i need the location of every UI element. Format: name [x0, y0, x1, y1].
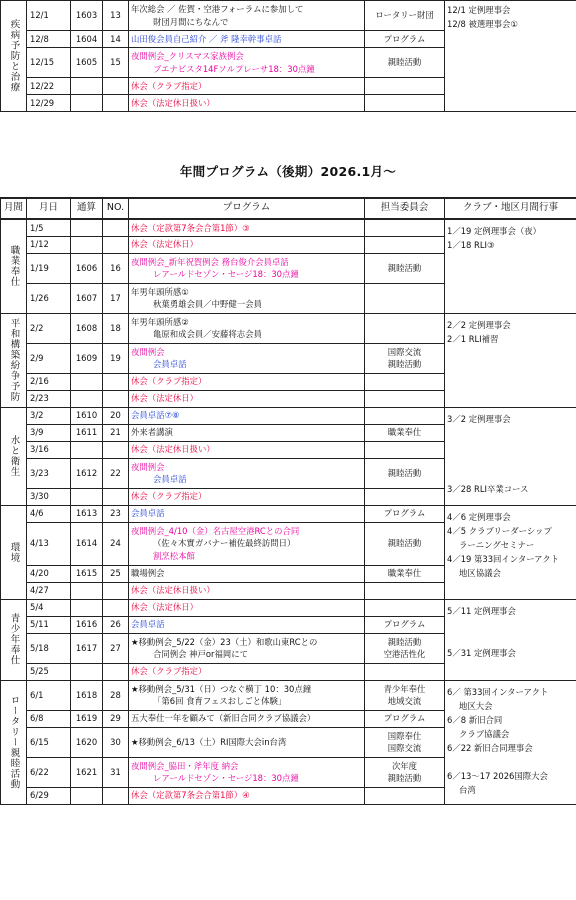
no-cell: 24: [103, 522, 129, 565]
no-cell: 26: [103, 616, 129, 633]
date-cell: 3/16: [27, 441, 71, 458]
category-cell: [1, 313, 27, 407]
program-line: 秋葉勇雄会員／中野健一会員: [153, 299, 262, 309]
committee-cell: [365, 253, 445, 283]
program-line: 休会（法定休日）: [131, 602, 198, 613]
no-cell: 15: [103, 48, 129, 78]
header-category: 月間: [1, 198, 27, 219]
program-line: 休会（法定休日）: [131, 393, 198, 404]
committee-cell: [365, 727, 445, 757]
committee-cell: [365, 424, 445, 441]
date-cell: 4/13: [27, 522, 71, 565]
district-event: クラブ協議会: [459, 728, 510, 739]
committee-line: 地域交流: [387, 696, 422, 706]
category-cell: [1, 219, 27, 313]
committee-cell: [365, 236, 445, 253]
program-cell: [129, 757, 365, 787]
tsuusan-cell: [71, 95, 103, 112]
program-line: 亀原和成会員／安藤将志会員: [153, 329, 262, 339]
committee-cell: [365, 283, 445, 313]
no-cell: 19: [103, 343, 129, 373]
committee-line: 青少年奉仕: [383, 683, 426, 694]
no-cell: 25: [103, 565, 129, 582]
committee-cell: [365, 680, 445, 710]
no-cell: [103, 95, 129, 112]
tsuusan-cell: [71, 236, 103, 253]
committee-line: プログラム: [383, 713, 426, 724]
program-cell: [129, 1, 365, 31]
header-district: クラブ・地区月間行事: [445, 198, 576, 219]
program-line: 会員卓話: [131, 508, 165, 519]
no-cell: [103, 599, 129, 616]
committee-line: 職業奉仕: [387, 568, 422, 579]
program-cell: [129, 283, 365, 313]
program-line: 年次総会 ／ 佐賀・空港フォーラムに参加して: [131, 4, 304, 14]
no-cell: [103, 373, 129, 390]
program-line: 夜間例会: [131, 346, 165, 357]
header-committee: 担当委員会: [365, 198, 445, 219]
category-cell: [1, 1, 27, 112]
tsuusan-cell: [71, 582, 103, 599]
program-cell: [129, 95, 365, 112]
no-cell: [103, 441, 129, 458]
date-cell: 5/25: [27, 663, 71, 680]
category-label: 環境: [8, 541, 20, 563]
district-event: ラーニングセミナー: [459, 539, 535, 550]
program-cell: [129, 680, 365, 710]
program-line: 割烹松本館: [153, 550, 195, 561]
program-cell: [129, 787, 365, 804]
district-event: 12/8 被選理事会①: [447, 19, 518, 29]
program-line: 会員卓話: [131, 619, 165, 630]
tsuusan-cell: [71, 441, 103, 458]
date-cell: 1/19: [27, 253, 71, 283]
district-event: 6／8 新旧合同: [447, 714, 503, 725]
district-event: 2／1 RLI補習: [447, 333, 499, 344]
table-row: [1, 599, 576, 616]
no-cell: 30: [103, 727, 129, 757]
table-row: [1, 505, 576, 522]
district-events-cell: [445, 219, 576, 313]
tsuusan-cell: 1608: [71, 313, 103, 343]
district-event: [447, 426, 574, 440]
program-line: 「第6回 食育フェスおしごと体験」: [153, 696, 287, 706]
date-cell: 12/8: [27, 31, 71, 48]
no-cell: [103, 390, 129, 407]
committee-line: プログラム: [383, 508, 426, 519]
no-cell: [103, 488, 129, 505]
date-cell: 5/18: [27, 633, 71, 663]
program-line: 夜間例会_脇田・斧年度 納会: [131, 760, 239, 771]
table-row: [1, 219, 576, 236]
committee-cell: [365, 505, 445, 522]
program-line: 合同例会 神戸or福岡にて: [153, 649, 248, 659]
program-line: 休会（クラブ指定）: [131, 80, 207, 91]
committee-cell: [365, 458, 445, 488]
date-cell: 4/20: [27, 565, 71, 582]
district-event: 6／ 第33回インターアクト: [447, 686, 549, 697]
program-line: 財団月間にちなんで: [153, 16, 229, 27]
committee-cell: [365, 407, 445, 424]
district-event: 3／2 定例理事会: [447, 413, 511, 424]
no-cell: 29: [103, 710, 129, 727]
no-cell: 20: [103, 407, 129, 424]
date-cell: 1/12: [27, 236, 71, 253]
committee-cell: [365, 565, 445, 582]
category-label: 青少年奉仕: [8, 613, 20, 666]
district-event: 3／28 RLI卒業コース: [447, 483, 529, 494]
program-cell: [129, 343, 365, 373]
program-cell: [129, 48, 365, 78]
page-title: 年間プログラム（後期）2026.1月～: [179, 164, 397, 179]
committee-line: 親睦活動: [387, 262, 422, 273]
no-cell: 22: [103, 458, 129, 488]
date-cell: 4/6: [27, 505, 71, 522]
date-cell: 6/1: [27, 680, 71, 710]
date-cell: 6/15: [27, 727, 71, 757]
annual-program-table: [0, 197, 576, 805]
header-no: NO.: [103, 198, 129, 219]
date-cell: 4/27: [27, 582, 71, 599]
district-event: 1／19 定例理事会（夜）: [447, 226, 542, 236]
no-cell: 31: [103, 757, 129, 787]
program-line: 休会（定款第7条会合第1節）④: [131, 790, 250, 801]
date-cell: 12/15: [27, 48, 71, 78]
committee-cell: [365, 95, 445, 112]
tsuusan-cell: 1614: [71, 522, 103, 565]
committee-cell: [365, 616, 445, 633]
date-cell: 6/29: [27, 787, 71, 804]
program-cell: [129, 505, 365, 522]
category-cell: [1, 407, 27, 505]
tsuusan-cell: 1621: [71, 757, 103, 787]
district-event: 12/1 定例理事会: [447, 5, 511, 15]
committee-cell: [365, 48, 445, 78]
program-line: レアールドセゾン・セージ18：30点鐘: [153, 269, 299, 279]
program-cell: [129, 313, 365, 343]
no-cell: 16: [103, 253, 129, 283]
district-event: 2／2 定例理事会: [447, 319, 511, 330]
program-cell: [129, 633, 365, 663]
committee-cell: [365, 219, 445, 236]
committee-cell: [365, 441, 445, 458]
district-event: 地区大会: [459, 700, 493, 711]
program-line: 年男年頭所感②: [131, 316, 189, 327]
program-line: 夜間例会: [131, 461, 165, 472]
committee-line: 親睦活動: [387, 773, 422, 783]
header-tsuusan: 通算: [71, 198, 103, 219]
district-event: 4／19 第33回インターアクト: [447, 553, 560, 564]
date-cell: 2/2: [27, 313, 71, 343]
top-schedule-table: [0, 0, 576, 112]
tsuusan-cell: [71, 373, 103, 390]
committee-line: プログラム: [383, 33, 426, 44]
committee-line: 親睦活動: [387, 57, 422, 68]
program-cell: [129, 78, 365, 95]
committee-line: プログラム: [383, 619, 426, 630]
district-events-cell: [445, 680, 576, 804]
committee-cell: [365, 663, 445, 680]
table-row: [1, 680, 576, 710]
tsuusan-cell: [71, 390, 103, 407]
header-date: 月日: [27, 198, 71, 219]
program-cell: [129, 31, 365, 48]
committee-cell: [365, 488, 445, 505]
tsuusan-cell: [71, 219, 103, 236]
category-cell: [1, 599, 27, 680]
committee-cell: [365, 522, 445, 565]
tsuusan-cell: 1603: [71, 1, 103, 31]
tsuusan-cell: 1604: [71, 31, 103, 48]
program-line: 休会（法定休日扱い）: [131, 585, 215, 596]
committee-cell: [365, 1, 445, 31]
date-cell: 3/9: [27, 424, 71, 441]
tsuusan-cell: 1605: [71, 48, 103, 78]
district-events-cell: [445, 1, 576, 112]
tsuusan-cell: 1617: [71, 633, 103, 663]
date-cell: 2/9: [27, 343, 71, 373]
district-events-cell: [445, 505, 576, 599]
no-cell: 21: [103, 424, 129, 441]
no-cell: 13: [103, 1, 129, 31]
program-line: 会員卓話: [153, 359, 187, 369]
tsuusan-cell: 1611: [71, 424, 103, 441]
program-line: 外来者講演: [131, 427, 173, 438]
district-event: [447, 468, 574, 482]
committee-cell: [365, 582, 445, 599]
date-cell: 3/30: [27, 488, 71, 505]
no-cell: 23: [103, 505, 129, 522]
date-cell: 3/23: [27, 458, 71, 488]
no-cell: [103, 787, 129, 804]
tsuusan-cell: 1610: [71, 407, 103, 424]
category-cell: [1, 680, 27, 804]
date-cell: 2/23: [27, 390, 71, 407]
district-events-cell: [445, 407, 576, 505]
district-event: 4／5 クラブリーダーシップ: [447, 525, 552, 536]
program-cell: [129, 458, 365, 488]
tsuusan-cell: [71, 78, 103, 95]
tsuusan-cell: 1606: [71, 253, 103, 283]
district-event: 6／22 新旧合同理事会: [447, 742, 533, 753]
no-cell: [103, 582, 129, 599]
committee-cell: [365, 599, 445, 616]
date-cell: 6/22: [27, 757, 71, 787]
program-line: 休会（法定休日扱い）: [131, 444, 215, 455]
district-event: [447, 755, 574, 769]
committee-line: 職業奉仕: [387, 427, 422, 438]
district-event: [447, 618, 574, 632]
committee-line: 親睦活動: [387, 538, 422, 549]
category-label: 平和構築紛争予防: [8, 318, 20, 402]
tsuusan-cell: 1613: [71, 505, 103, 522]
program-line: 休会（クラブ指定）: [131, 491, 207, 502]
committee-cell: [365, 313, 445, 343]
program-line: 夜間例会_新年祝賀例会 務台俊介会員卓話: [131, 256, 289, 267]
table-row: [1, 1, 576, 31]
committee-line: 親睦活動: [387, 467, 422, 478]
program-line: （佐々木實ガバナー補佐最終訪問日）: [153, 538, 296, 549]
no-cell: 17: [103, 283, 129, 313]
no-cell: 14: [103, 31, 129, 48]
program-cell: [129, 236, 365, 253]
program-line: 会員卓話: [153, 474, 187, 484]
date-cell: 6/8: [27, 710, 71, 727]
no-cell: 28: [103, 680, 129, 710]
program-line: 年男年頭所感①: [131, 286, 189, 297]
program-cell: [129, 710, 365, 727]
table-row: [1, 313, 576, 343]
date-cell: 1/26: [27, 283, 71, 313]
program-line: ★移動例会_5/22（金）23（土）和歌山東RCとの: [131, 636, 318, 647]
table-header-row: [1, 198, 576, 219]
committee-cell: [365, 710, 445, 727]
tsuusan-cell: [71, 787, 103, 804]
tsuusan-cell: [71, 488, 103, 505]
district-event: 地区協議会: [459, 567, 501, 578]
tsuusan-cell: 1615: [71, 565, 103, 582]
program-line: 休会（法定休日扱い）: [131, 97, 215, 108]
category-label: 疾病予防と治療: [8, 19, 20, 93]
date-cell: 12/29: [27, 95, 71, 112]
category-label: 職業奉仕: [8, 245, 20, 288]
date-cell: 12/1: [27, 1, 71, 31]
program-line: 休会（クラブ指定）: [131, 666, 207, 677]
district-event: 台湾: [459, 784, 476, 795]
committee-cell: [365, 343, 445, 373]
committee-line: 国際交流: [387, 743, 422, 753]
tsuusan-cell: 1616: [71, 616, 103, 633]
district-events-cell: [445, 313, 576, 407]
category-cell: [1, 505, 27, 599]
program-cell: [129, 727, 365, 757]
program-cell: [129, 488, 365, 505]
program-cell: [129, 663, 365, 680]
program-line: 山田俊会員自己紹介 ／ 斧 隆幸幹事卓話: [131, 33, 282, 44]
district-event: [447, 440, 574, 454]
committee-line: 空港活性化: [383, 649, 426, 659]
committee-cell: [365, 787, 445, 804]
program-cell: [129, 565, 365, 582]
program-line: 夜間例会_クリスマス家族例会: [131, 51, 244, 61]
tsuusan-cell: 1609: [71, 343, 103, 373]
program-cell: [129, 373, 365, 390]
district-event: 5／31 定例理事会: [447, 647, 516, 658]
program-line: 休会（法定休日）: [131, 239, 198, 250]
tsuusan-cell: [71, 663, 103, 680]
program-cell: [129, 522, 365, 565]
committee-line: ロータリー財団: [375, 10, 434, 21]
program-cell: [129, 424, 365, 441]
program-line: ブエナビスタ14Fソルプレーサ18：30点鐘: [153, 63, 315, 74]
no-cell: 27: [103, 633, 129, 663]
program-cell: [129, 407, 365, 424]
committee-line: 次年度: [391, 760, 418, 771]
district-event: [447, 454, 574, 468]
committee-cell: [365, 373, 445, 390]
committee-cell: [365, 757, 445, 787]
no-cell: [103, 236, 129, 253]
tsuusan-cell: 1620: [71, 727, 103, 757]
district-event: 4／6 定例理事会: [447, 511, 511, 522]
program-cell: [129, 616, 365, 633]
program-line: レアールドセゾン・セージ18：30点鐘: [153, 773, 299, 783]
no-cell: [103, 219, 129, 236]
no-cell: [103, 78, 129, 95]
district-event: [447, 632, 574, 646]
program-cell: [129, 219, 365, 236]
district-event: 1／18 RLI③: [447, 240, 495, 250]
no-cell: 18: [103, 313, 129, 343]
date-cell: 2/16: [27, 373, 71, 390]
tsuusan-cell: 1618: [71, 680, 103, 710]
tsuusan-cell: 1607: [71, 283, 103, 313]
no-cell: [103, 663, 129, 680]
date-cell: 5/4: [27, 599, 71, 616]
program-cell: [129, 253, 365, 283]
program-cell: [129, 390, 365, 407]
program-line: 職場例会: [131, 568, 165, 579]
district-event: 5／11 定例理事会: [447, 605, 516, 616]
tsuusan-cell: 1612: [71, 458, 103, 488]
program-line: 会員卓話⑦⑧: [131, 410, 180, 421]
date-cell: 3/2: [27, 407, 71, 424]
date-cell: 5/11: [27, 616, 71, 633]
table-row: [1, 407, 576, 424]
program-cell: [129, 441, 365, 458]
committee-cell: [365, 633, 445, 663]
program-line: 休会（クラブ指定）: [131, 376, 207, 387]
committee-cell: [365, 390, 445, 407]
program-cell: [129, 599, 365, 616]
committee-cell: [365, 78, 445, 95]
date-cell: 1/5: [27, 219, 71, 236]
category-label: 水と衛生: [8, 435, 20, 477]
committee-line: 親睦活動: [387, 636, 422, 647]
tsuusan-cell: [71, 599, 103, 616]
header-program: プログラム: [129, 198, 365, 219]
committee-cell: [365, 31, 445, 48]
committee-line: 親睦活動: [387, 359, 422, 369]
program-line: 休会（定款第7条会合第1節）③: [131, 222, 250, 233]
district-events-cell: [445, 599, 576, 680]
committee-line: 国際奉仕: [387, 730, 422, 741]
date-cell: 12/22: [27, 78, 71, 95]
committee-line: 国際交流: [387, 346, 422, 357]
tsuusan-cell: 1619: [71, 710, 103, 727]
program-line: ★移動例会_6/13（土）RI国際大会in台湾: [131, 736, 287, 747]
program-cell: [129, 582, 365, 599]
program-line: 五大奉仕一年を顧みて（新旧合同クラブ協議会）: [131, 713, 316, 724]
district-event: 6／13～17 2026国際大会: [447, 770, 548, 781]
category-label: ロータリー親睦活動: [8, 694, 20, 790]
program-line: ★移動例会_5/31（日）つなぐ横丁 10：30点鐘: [131, 683, 312, 694]
program-line: 夜間例会_4/10（金）名古屋空港RCとの合同: [131, 525, 300, 536]
